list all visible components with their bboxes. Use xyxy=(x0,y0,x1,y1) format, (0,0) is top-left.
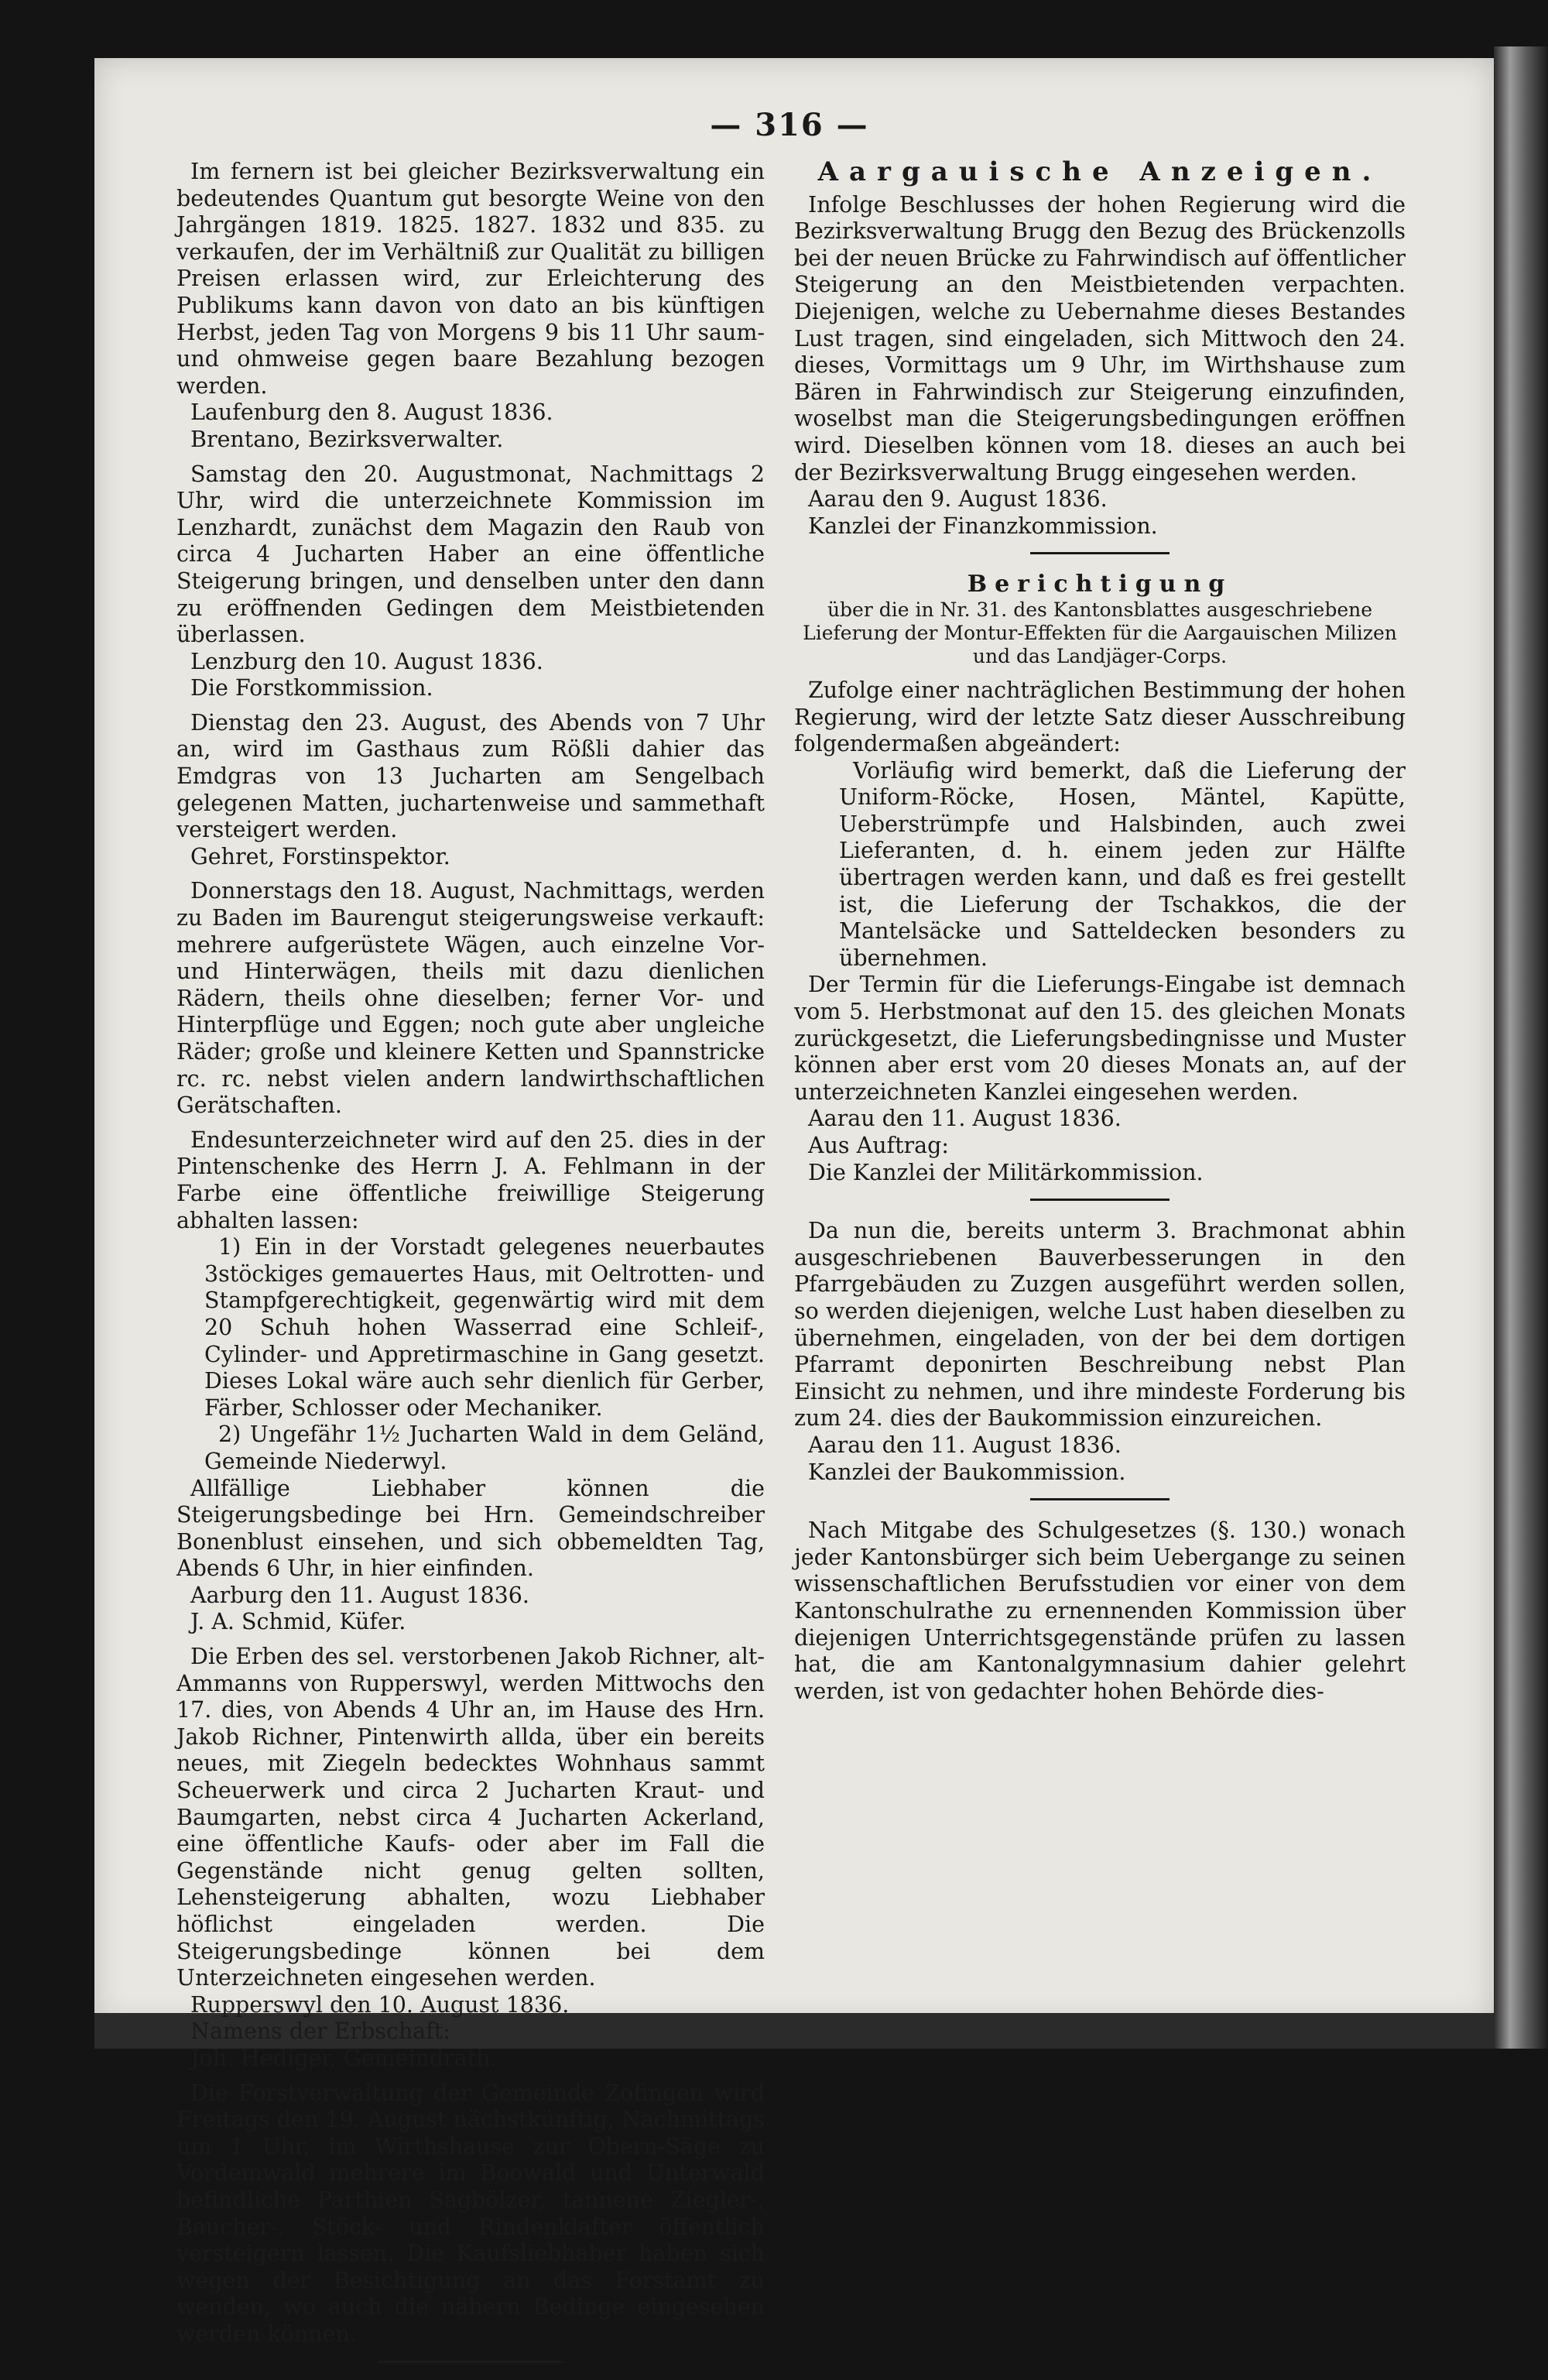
notice-signature-line: Aus Auftrag: xyxy=(808,1133,950,1158)
notice-signature: Kanzlei der Baukommission. xyxy=(808,1459,1126,1485)
divider xyxy=(1030,1498,1170,1500)
notice-text: Da nun die, bereits unterm 3. Brachmonat abhin ausgeschriebenen Bauverbesserungen in den Pfarrgebäuden zu Zuzgen ausgeführt werden sollen, so werden diejenigen, welche Lust haben dieselben zu übernehmen, eingeladen, von der bei dem dortigen Pfarramt deponirten Beschreibung nebst Plan Einsicht zu nehmen, und ihre mindeste Forderung bis zum 24. dies der Baukommission einzureichen. xyxy=(794,1218,1406,1432)
left-column xyxy=(176,159,765,2380)
list-item: 1) Ein in der Vorstadt gelegenes neuerbautes 3stöckiges gemauertes Haus, mit Oeltrotten- und Stampfgerechtigkeit, gegenwärtig wird mit dem 20 Schuh hohen Wasserrad eine Schleif-, Cylinder- und Appretirmaschine in Gang gesetzt. Dieses Lokal wäre auch sehr dienlich für Gerber, Färber, Schlosser oder Mechaniker. xyxy=(204,1234,765,1421)
notice-text: Der Termin für die Lieferungs-Eingabe ist demnach vom 5. Herbstmonat auf den 15. des gleichen Monats zurückgesetzt, die Lieferungsbedingnisse und Muster können aber erst vom 20 dieses Monats an, auf der unterzeichneten Kanzlei eingesehen werden. xyxy=(794,972,1406,1105)
notice-grass-auction xyxy=(176,710,765,871)
notice-date: Aarau den 9. August 1836. xyxy=(808,486,1108,513)
notice-signature: Kanzlei der Finanzkommission. xyxy=(808,513,1158,539)
notice-date: Aarau den 11. August 1836. xyxy=(808,1432,1122,1458)
notice-signature: Joh. Hediger, Gemeindrath. xyxy=(190,2045,498,2071)
notice-text: Im fernern ist bei gleicher Bezirksverwaltung ein bedeutendes Quantum gut besorgte Weine von den Jahrgängen 1819. 1825. 1827. 1832 und 835. zu verkaufen, der im Verhältniß zur Qualität zu billigen Preisen erlassen wird, zur Erleichterung des Publikums kann davon von dato an bis künftigen Herbst, jeden Tag von Morgens 9 bis 11 Uhr saum- und ohmweise gegen baare Bezahlung bezogen werden. xyxy=(176,159,765,399)
notice-signature: Die Forstkommission. xyxy=(190,675,433,701)
notice-school-law xyxy=(794,1518,1406,1705)
notice-inheritance-auction xyxy=(176,1644,765,2073)
notice-text: Allfällige Liebhaber können die Steigerungsbedinge bei Hrn. Gemeindschreiber Bonenblust einsehen, und sich obbemeldten Tag, Abends 6 Uhr, in hier einfinden. xyxy=(176,1475,765,1582)
notice-text: Samstag den 20. Augustmonat, Nachmittags 2 Uhr, wird die unterzeichnete Kommission im Lenzhardt, zunächst dem Magazin den Raub von circa 4 Jucharten Haber an eine öffentliche Steigerung bringen, und denselben unter den dann zu eröffnenden Gedingen dem Meistbietenden überlassen. xyxy=(176,461,765,648)
notice-wagon-sale xyxy=(176,878,765,1119)
notice-signature: Die Kanzlei der Militärkommission. xyxy=(808,1159,1204,1185)
notice-date: Aarau den 11. August 1836. xyxy=(808,1106,1122,1132)
notice-oats-auction xyxy=(176,461,765,702)
notice-bridge-toll xyxy=(794,192,1406,540)
notice-text: Donnerstags den 18. August, Nachmittags, werden zu Baden im Baurengut steigerungsweise verkauft: mehrere aufgerüstete Wägen, auch einzelne Vor- und Hinterwägen, theils mit dazu dienlichen Rädern, theils ohne dieselben; ferner Vor- und Hinterpflüge und Eggen; noch gute aber ungleiche Räder; große und kleinere Ketten und Spannstricke rc. rc. nebst vielen andern landwirthschaftlichen Gerätschaften. xyxy=(176,878,765,1119)
divider xyxy=(1030,1199,1170,1201)
notice-intro: Endesunterzeichneter wird auf den 25. dies in der Pintenschenke des Herrn J. A. Fehlmann in der Farbe eine öffentliche freiwillige Steigerung abhalten lassen: xyxy=(176,1127,765,1233)
right-column xyxy=(794,156,1406,1713)
notice-date: Rupperswyl den 10. August 1836. xyxy=(190,1991,570,2018)
notice-signature: Gehret, Forstinspektor. xyxy=(190,843,450,869)
notice-signature: Brentano, Bezirksverwalter. xyxy=(190,426,504,452)
notice-building-works xyxy=(794,1218,1406,1486)
notice-timber-auction xyxy=(176,2080,765,2348)
divider xyxy=(378,2361,563,2363)
notice-text: Die Erben des sel. verstorbenen Jakob Richner, alt-Ammanns von Rupperswyl, werden Mittwochs den 17. dies, von Abends 4 Uhr an, im Hause des Hrn. Jakob Richner, Pintenwirth allda, über ein bereits neues, mit Ziegeln bedecktes Wohnhaus sammt Scheuerwerk und circa 2 Jucharten Kraut- und Baumgarten, nebst circa 4 Jucharten Ackerland, eine öffentliche Kaufs- oder aber im Fall die Gegenstände nicht genug gelten sollten, Lehensteigerung abhalten, wozu Liebhaber höflichst eingeladen werden. Die Steigerungsbedinge können bei dem Unterzeichneten eingesehen werden. xyxy=(176,1644,765,1991)
correction-heading: Berichtigung xyxy=(967,571,1233,598)
notice-text: Zufolge einer nachträglichen Bestimmung der hohen Regierung, wird der letzte Satz dieser Ausschreibung folgendermaßen abgeändert: xyxy=(794,677,1406,757)
notice-house-auction xyxy=(176,1127,765,1636)
notice-date: Aarburg den 11. August 1836. xyxy=(190,1582,529,1608)
notice-wine-sale xyxy=(176,159,765,454)
list-item: 2) Ungefähr 1½ Jucharten Wald in dem Geländ, Gemeinde Niederwyl. xyxy=(204,1421,765,1474)
notice-correction xyxy=(794,571,1406,1186)
section-title: Aargauische Anzeigen. xyxy=(817,156,1382,187)
notice-date: Laufenburg den 8. August 1836. xyxy=(190,400,553,426)
page-edge xyxy=(1494,46,1548,2049)
notice-text: Nach Mitgabe des Schulgesetzes (§. 130.) wonach jeder Kantonsbürger sich beim Uebergange zu seinen wissenschaftlichen Berufsstudien vor einer von dem Kantonschulrathe zu ernennenden Kommission über diejenigen Unterrichtsgegenstände prüfen zu lassen hat, die am Kantonalgymnasium dahier gelehrt werden, ist von gedachter hohen Behörde dies- xyxy=(794,1518,1406,1704)
divider xyxy=(1030,552,1170,554)
notice-signature: J. A. Schmid, Küfer. xyxy=(190,1609,406,1635)
notice-signature-line: Namens der Erbschaft: xyxy=(190,2018,450,2045)
notice-text: Dienstag den 23. August, des Abends von 7 Uhr an, wird im Gasthaus zum Rößli dahier das Emdgras von 13 Jucharten am Sengelbach gelegenen Matten, juchartenweise und sammethaft versteigert werden. xyxy=(176,709,765,843)
page-number: — 316 — xyxy=(710,107,869,143)
quoted-text: Vorläufig wird bemerkt, daß die Lieferung der Uniform-Röcke, Hosen, Mäntel, Kapütte, Ueberstrümpfe und Halsbinden, auch zwei Lieferanten, d. h. einem jeden zur Hälfte übertragen werden kann, und daß es frei gestellt ist, die Lieferung der Tschakkos, die der Mantelsäcke und Satteldecken besonders zu übernehmen. xyxy=(839,757,1406,971)
notice-text: Infolge Beschlusses der hohen Regierung wird die Bezirksverwaltung Brugg den Bezug des Brückenzolls bei der neuen Brücke zu Fahrwindisch auf öffentlicher Steigerung an den Meistbietenden verpachten. Diejenigen, welche zu Uebernahme dieses Bestandes Lust tragen, sind eingeladen, sich Mittwoch den 24. dieses, Vormittags um 9 Uhr, im Wirthshause zum Bären in Fahrwindisch zur Steigerung einzufinden, woselbst man die Steigerungsbedingungen eröffnen wird. Dieselben können vom 18. dieses an auch bei der Bezirksverwaltung Brugg eingesehen werden. xyxy=(794,191,1406,485)
correction-subheading: über die in Nr. 31. des Kantonsblattes ausgeschriebene Lieferung der Montur-Effekten für die Aargauischen Milizen und das Landjäger-Corps. xyxy=(803,598,1397,667)
notice-text: Die Forstverwaltung der Gemeinde Zofingen wird Freitags den 19. August nächstkünftig, Nachmittags um 1 Uhr, im Wirthshause zur Obern-Säge zu Vordemwald mehrere im Boowald und Unterwald befindliche Parthien Sagbölzer, tannene Ziegler-, Baucher-, Stöck- und Rindenklafter öffentlich versteigern lassen. Die Kaufsliebhaber haben sich wegen der Besichtigung an das Forstamt zu wenden, wo auch die nähern Bedinge eingesehen werden können. xyxy=(176,2080,765,2347)
notice-date: Lenzburg den 10. August 1836. xyxy=(190,648,543,674)
